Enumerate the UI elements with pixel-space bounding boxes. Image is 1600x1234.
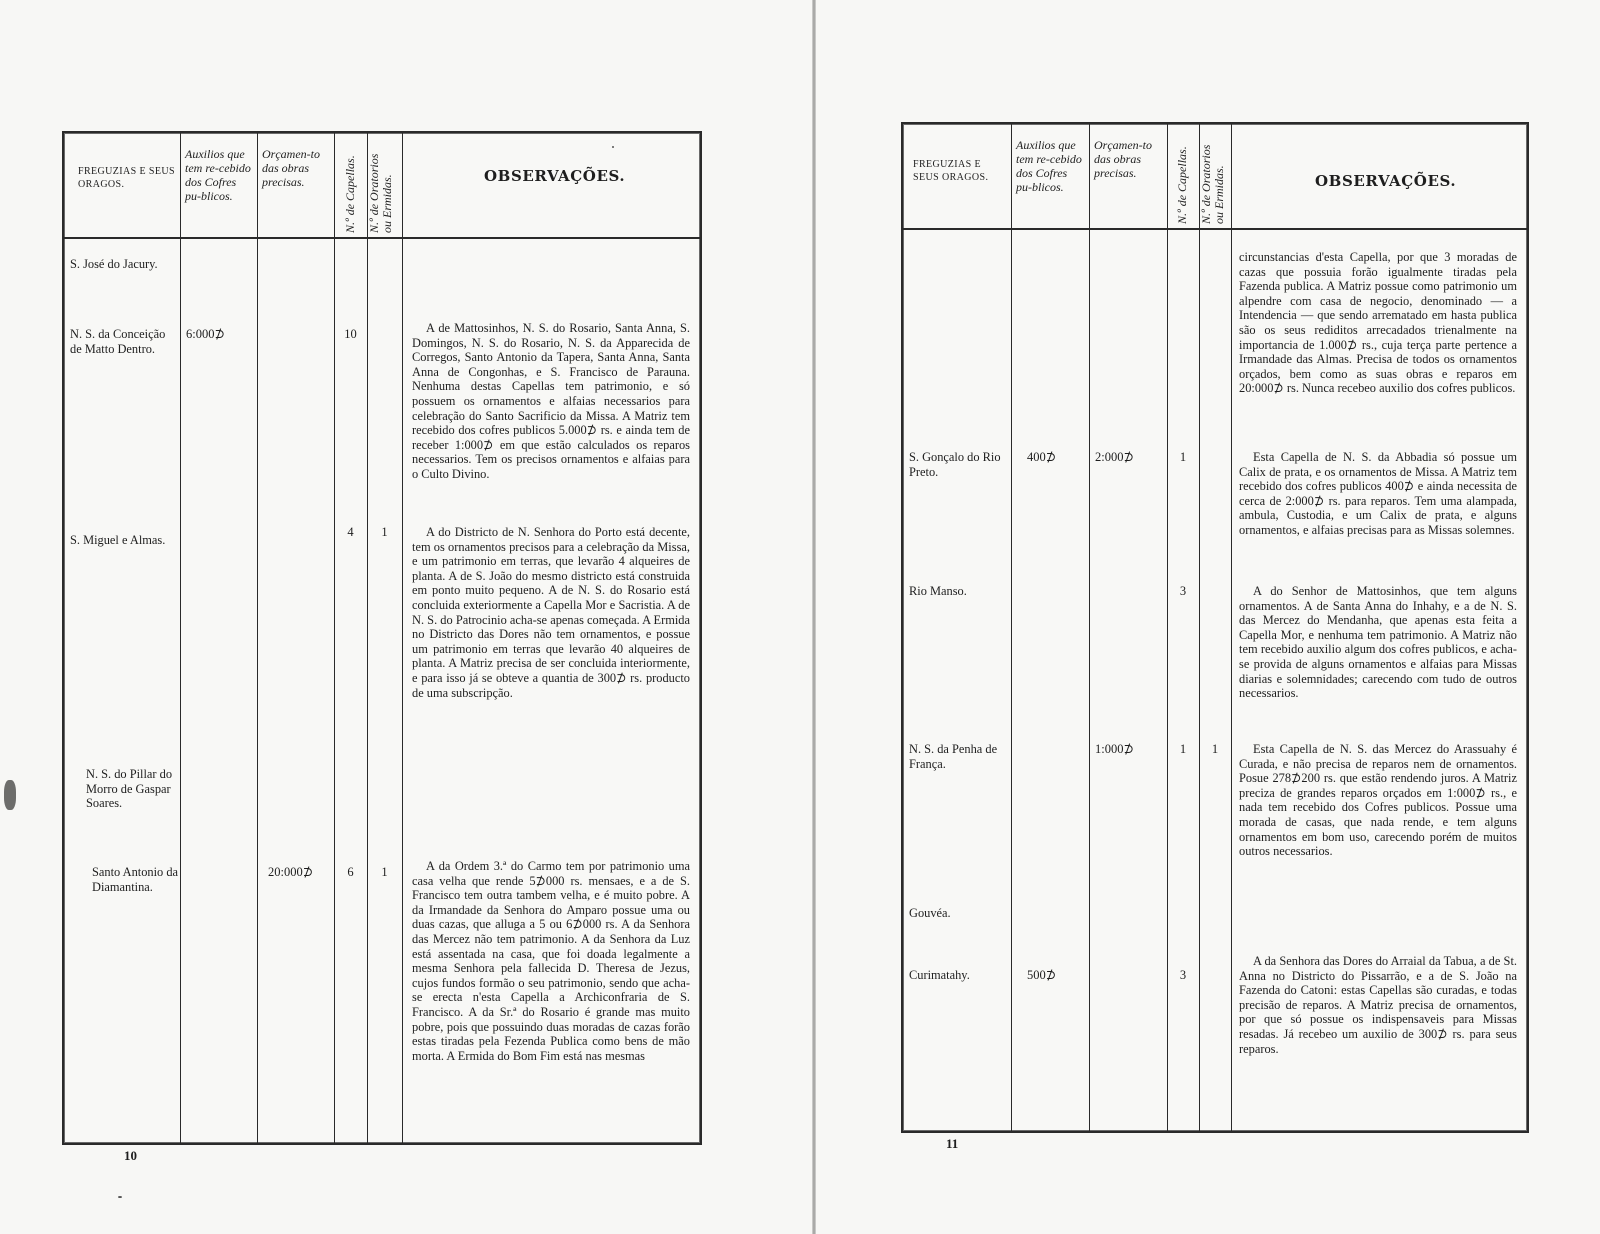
parish-name: N. S. da Conceição de Matto Dentro. — [70, 327, 166, 356]
chapel-count: 1 — [1179, 450, 1187, 464]
book-gutter — [812, 0, 816, 1234]
chapel-count: 4 — [347, 525, 354, 539]
oratory-count: 1 — [381, 525, 388, 539]
right-page-table — [901, 122, 1529, 1133]
header-budget: Orçamen-to das obras precisas. — [262, 147, 320, 189]
parish-name: S. Miguel e Almas. — [70, 533, 166, 547]
aid-amount: 500⊅ — [1027, 968, 1057, 982]
column-divider — [402, 133, 403, 1143]
parish-name: Santo Antonio da Diamantina. — [92, 865, 179, 894]
header-rule — [903, 228, 1527, 230]
column-divider — [180, 133, 181, 1143]
aid-amount: 400⊅ — [1027, 450, 1057, 464]
observation-text: Esta Capella de N. S. das Mercez do Arassuahy é Curada, e não precisa de reparos nem de ornamentos. Posue 278⊅200 rs. que estão rendendo juros. A Matriz preciza de grandes reparos orçados em 1:000⊅ rs., e nada tem recebido dos Cofres publicos. Possue uma morada de casas, que nada rende, e tem alguns ornamentos em bom uso, carecendo porém de muitos outros necessarios. — [1239, 742, 1517, 859]
header-observations: OBSERVAÇÕES. — [484, 167, 626, 185]
header-aid: Auxilios que tem re-cebido dos Cofres pu-blicos. — [185, 147, 251, 203]
oratory-count: 1 — [1211, 742, 1219, 756]
chapel-count: 3 — [1179, 584, 1187, 598]
header-aid: Auxilios que tem re-cebido dos Cofres pu-blicos. — [1016, 138, 1082, 194]
budget-amount: 2:000⊅ — [1095, 450, 1134, 464]
header-oratories: N.º de Oratorios ou Ermidas. — [367, 153, 394, 233]
column-divider — [1089, 124, 1090, 1131]
scan-speck — [612, 146, 614, 148]
chapel-count: 1 — [1179, 742, 1187, 756]
observation-text: Esta Capella de N. S. da Abbadia só possue um Calix de prata, e os ornamentos de Missa. A Matriz tem recebido dos cofres publicos 400⊅ e ainda necessita de cerca de 2:000⊅ rs. para reparos. Tem uma alampada, ambula, Custodia, e um Calix de prata, e alguns ornamentos, e alfaias precisas para as Missas solemnes. — [1239, 450, 1517, 537]
oratory-count: 1 — [381, 865, 388, 879]
header-budget: Orçamen-to das obras precisas. — [1094, 138, 1152, 180]
budget-amount: 20:000⊅ — [268, 865, 314, 879]
parish-name: S. José do Jacury. — [70, 257, 158, 271]
column-divider — [334, 133, 335, 1143]
observation-continuation: circunstancias d'esta Capella, por que 3 moradas de cazas que possuia forão igualmente tiradas pela Fazenda publica. A Matriz possue como patrimonio um alpendre com casa de negocio, denominado — a Intendencia — que sendo arrematado em hasta publica são os seus rediditos arrecadados trienalmente na importancia de 1.000⊅ rs., cuja terça parte pertence a Irmandade das Almas. Precisa de todos os ornamentos orçados, bem como as suas obras e reparos em 20:000⊅ rs. Nunca recebeo auxilio dos cofres publicos. — [1239, 250, 1517, 396]
column-divider — [367, 133, 368, 1143]
parish-name: Gouvéa. — [909, 906, 951, 920]
column-divider — [257, 133, 258, 1143]
page-number-right: 11 — [946, 1136, 959, 1151]
parish-name: Rio Manso. — [909, 584, 967, 598]
header-rule — [64, 237, 700, 239]
scan-blemish — [4, 780, 16, 810]
page-number-left: 10 — [124, 1148, 137, 1163]
header-oratories: N.º de Oratorios ou Ermidas. — [1199, 144, 1226, 224]
scan-speck — [118, 1196, 122, 1198]
observation-text: A da Ordem 3.ª do Carmo tem por patrimonio uma casa velha que rende 5⊅000 rs. mensaes, e a de S. Francisco tem outra tambem velha, e é muito pobre. A da Irmandade da Senhora do Amparo possue uma ou duas cazas, que alluga a 5 ou 6⊅000 rs. A da Senhora das Mercez não tem patrimonio. A da Senhora da Luz está assentada na casa, que foi doada legalmente a mesma Senhora pela fallecida D. Theresa de Jezus, cujos fundos formão o seu patrimonio, sendo que acha-se erecta n'esta Capella a Archiconfraria de S. Francisco. A da Sr.ª do Rosario é grande mas muito pobre, pois que possuindo duas moradas de cazas forão estas tiradas pela Fezenda Publica como bens de mão morta. A Ermida do Bom Fim está nas mesmas — [412, 859, 690, 1063]
chapel-count: 3 — [1179, 968, 1187, 982]
header-parish: FREGUZIAS E SEUS ORAGOS. — [78, 166, 175, 190]
observation-text: A do Senhor de Mattosinhos, que tem alguns ornamentos. A de Santa Anna do Inhahy, e a de N. S. das Mercez do Mendanha, que apenas esta feita a Capella Mor, e nenhuma tem patrimonio. A Matriz não tem recebido auxilio algum dos cofres publicos, e acha-se provida de alguns ornamentos e alfaias para Missas diarias e solemnidades; carecendo com tudo de outros necessarios. — [1239, 584, 1517, 701]
left-page-table — [62, 131, 702, 1145]
chapel-count: 10 — [344, 327, 357, 341]
budget-amount: 1:000⊅ — [1095, 742, 1134, 756]
observation-text: A de Mattosinhos, N. S. do Rosario, Santa Anna, S. Domingos, N. S. do Rosario, N. S. da Apparecida de Corregos, Santo Antonio da Tapera, Santa Anna, Santa Anna de Congonhas, e S. Francisco de Parauna. Nenhuma destas Capellas tem patrimonio, e só possuem os ornamentos e alfaias necessarios para celebração do Santo Sacrificio da Missa. A Matriz tem recebido dos cofres publicos 5.000⊅ rs. e ainda tem de receber 1:000⊅ em que estão calculados os reparos necessarios. Tem os precisos ornamentos e alfaias para o Culto Divino. — [412, 321, 690, 481]
column-divider — [1199, 124, 1200, 1131]
parish-name: N. S. da Penha de França. — [909, 742, 998, 771]
parish-name: S. Gonçalo do Rio Preto. — [909, 450, 1001, 479]
header-observations: OBSERVAÇÕES. — [1315, 172, 1457, 190]
chapel-count: 6 — [347, 865, 354, 879]
observation-text: A do Districto de N. Senhora do Porto está decente, tem os ornamentos precisos para a celebração da Missa, e um patrimonio em terras, que levarão 4 alqueires de planta. A de S. João do mesmo districto está construida em ponto muito pequeno. A de N. S. do Rosario está concluida exteriormente a Capella Mor e Sacristia. A de N. S. do Patrocinio acha-se apenas começada. A Ermida no Districto das Dores não tem ornamentos, e possue um patrimonio em terras que levarão 40 alqueires de planta. A Matriz precisa de ser concluida interiormente, e para isso já se obteve a quantia de 300⊅ rs. producto de uma subscripção. — [412, 525, 690, 700]
header-chapels: N.º de Capellas. — [1175, 146, 1189, 224]
aid-amount: 6:000⊅ — [186, 327, 225, 341]
parish-name: Curimatahy. — [909, 968, 970, 982]
header-chapels: N.º de Capellas. — [343, 155, 357, 233]
observation-text: A da Senhora das Dores do Arraial da Tabua, a de St. Anna no Districto do Pissarrão, e a de S. João na Fazenda do Catoni: estas Capellas são curadas, e todas precisão de reparos. A Matriz precisa de ornamentos, por que só possue os indispensaveis para Missas resadas. Já recebeo um auxilio de 300⊅ rs. para seus reparos. — [1239, 954, 1517, 1056]
header-parish: FREGUZIAS E SEUS ORAGOS. — [913, 159, 989, 183]
column-divider — [1231, 124, 1232, 1131]
parish-name: N. S. do Pillar do Morro de Gaspar Soares. — [86, 767, 173, 811]
